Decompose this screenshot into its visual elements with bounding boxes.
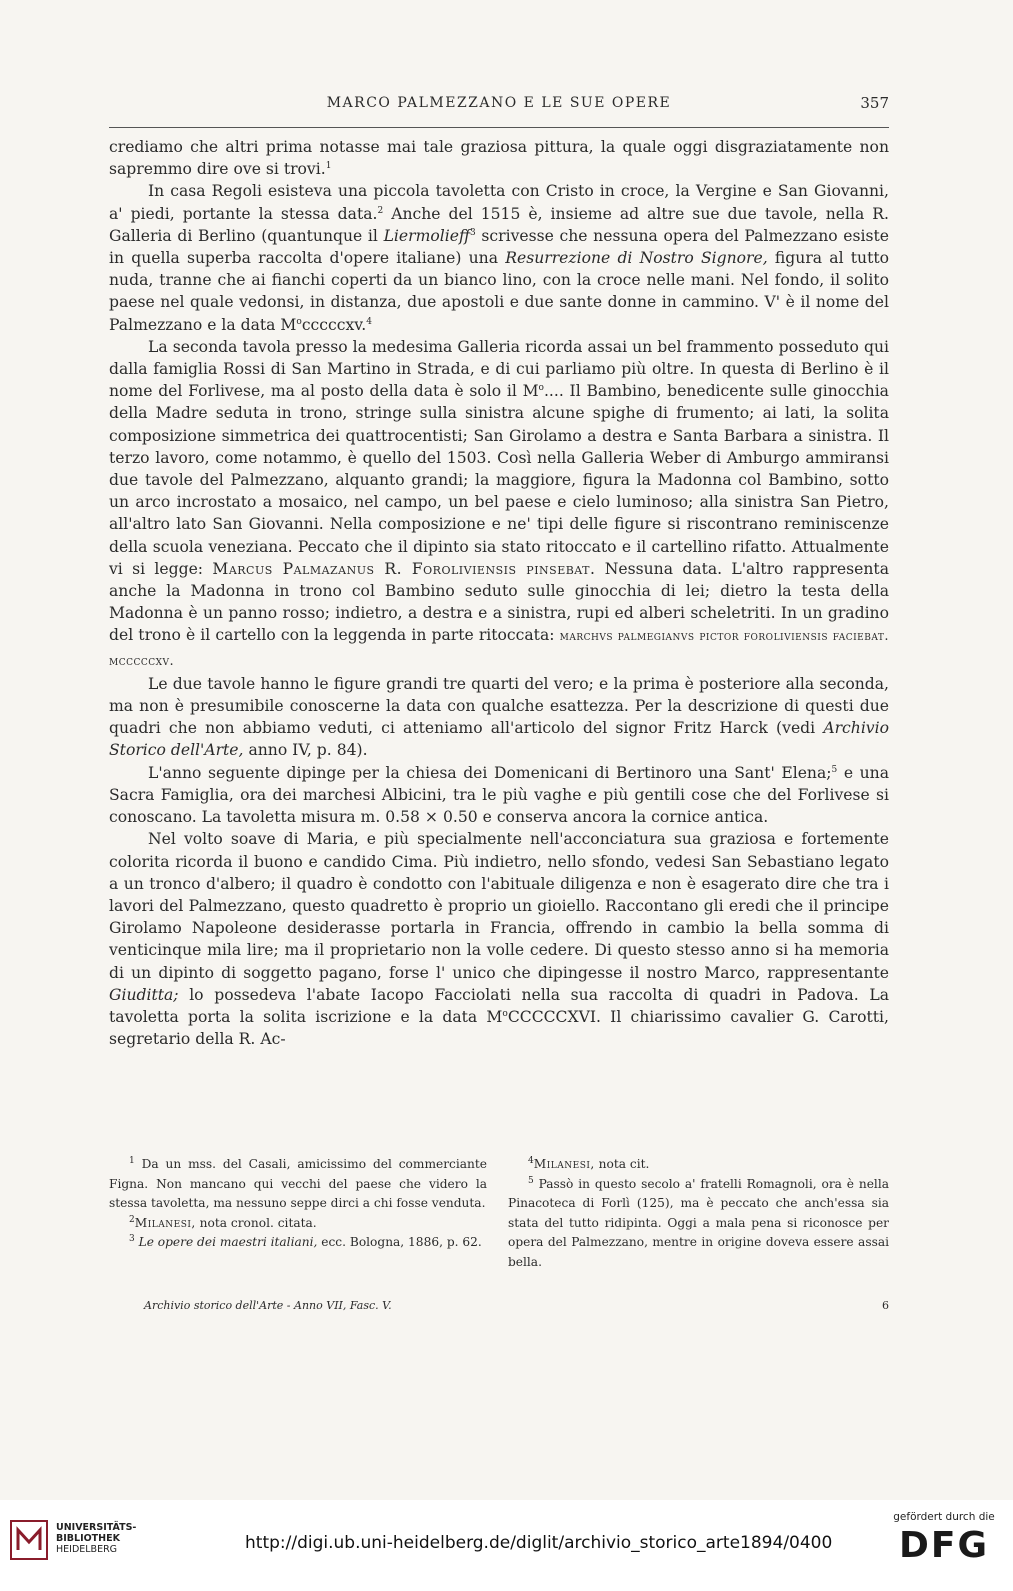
body-text	[109, 136, 889, 1050]
footnote-ref-5[interactable]: 5	[831, 764, 838, 775]
permalink[interactable]: http://digi.ub.uni-heidelberg.de/diglit/archivio_storico_arte1894/0400	[245, 1533, 833, 1553]
signature-number: 6	[882, 1299, 889, 1312]
paragraph-4: Le due tavole hanno le figure grandi tre quarti del vero; e la prima è posteriore alla seconda, ma non è presumibile conoscerne la data con qualche esattezza. Per la descrizione di questi due quadri che non abbiamo veduti, ci atteniamo all'articolo del signor Fritz Harck (vedi Archivio Storico dell'Arte, anno IV, p. 84).	[109, 674, 889, 760]
dfg-logo[interactable]: DFG	[898, 1525, 990, 1566]
inscription-2: marchvs palmegianvs pictor foroliviensis faciebat. mcccccxv.	[109, 629, 889, 669]
footnotes-right	[508, 1155, 889, 1273]
footnote-ref-2[interactable]: 2	[377, 205, 384, 216]
footnote-5: $^5$ Passò in questo secolo a' fratelli Romagnoli, ora è nella Pinacoteca di Forlì (125), ma è peccato che anch'essa sia stata del tutto ridipinta. Oggi a mala pena si riconosce per opera del Palmezzano, mentre in origine doveva essere assai bella.	[508, 1175, 889, 1269]
journal-signature: Archivio storico dell'Arte - Anno VII, Fasc. V.	[144, 1299, 392, 1312]
library-emblem-icon	[10, 1520, 48, 1560]
running-title: MARCO PALMEZZANO E LE SUE OPERE	[326, 95, 672, 111]
footnote-ref-3[interactable]: 3	[470, 227, 476, 238]
page-number: 357	[860, 94, 889, 112]
footnote-ref-1[interactable]: 1	[325, 161, 332, 172]
paragraph-1: crediamo che altri prima notasse mai tale graziosa pittura, la quale oggi disgraziatamente non sapremmo dire ove si trovi.$^1$	[109, 138, 889, 179]
library-name: UNIVERSITÄTS- BIBLIOTHEK HEIDELBERG	[56, 1522, 137, 1555]
inscription-1: Marcus Palmazanus R. Foroliviensis pinsebat.	[212, 559, 596, 578]
header-rule	[109, 127, 889, 128]
footnote-3: $^3$ Le opere dei maestri italiani, ecc. Bologna, 1886, p. 62.	[129, 1234, 482, 1250]
running-header	[109, 93, 889, 115]
footnote-2: $^2$Milanesi, nota cronol. citata.	[129, 1214, 317, 1230]
paragraph-2: In casa Regoli esisteva una piccola tavoletta con Cristo in croce, la Vergine e San Giovanni, a' piedi, portante la stessa data.$^2$ Anche del 1515 è, insieme ad altre sue due tavole, nella R. Galleria di Berlino (quantunque il Liermolieff$^3$ scrivesse che nessuna opera del Palmezzano esiste in quella superba raccolta d'opere italiane) una Resurrezione di Nostro Signore, figura al tutto nuda, tranne che ai fianchi coperti da un bianco lino, con la croce nelle mani. Nel fondo, il solito paese nel quale vedonsi, in distanza, due apostoli e due sante donne in cammino. V' è il nome del Palmezzano e la data $M^occcccxv.^4$	[109, 182, 890, 334]
footnote-1: $^1$ Da un mss. del Casali, amicissimo del commerciante Figna. Non mancano qui vecchi del paese che videro la stessa tavoletta, ma nessuno seppe dirci a chi fosse venduta.	[109, 1155, 487, 1211]
footnote-4: $^4$Milanesi, nota cit.	[528, 1155, 650, 1171]
footnotes-left	[109, 1155, 487, 1253]
paragraph-5: L'anno seguente dipinge per la chiesa dei Domenicani di Bertinoro una Sant' Elena;$^5$ e una Sacra Famiglia, ora dei marchesi Albicini, tra le più vaghe e più gentili cose che del Forlivese si conoscano. La tavoletta misura m. 0.58 × 0.50 e conserva ancora la cornice antica.	[109, 763, 889, 827]
funder-caption: gefördert durch die	[893, 1511, 995, 1523]
footnote-ref-4[interactable]: 4	[366, 316, 372, 327]
funder-block	[889, 1511, 999, 1581]
paragraph-3: La seconda tavola presso la medesima Galleria ricorda assai un bel frammento posseduto qui dalla famiglia Rossi di San Martino in Strada, e di cui parliamo più oltre. In questa di Berlino è il nome del Forlivese, ma al posto della data è solo il $M^o$.... Il Bambino, benedicente sulle ginocchia della Madre seduta in trono, stringe sulla sinistra alcune spighe di frumento; ai lati, la solita composizione simmetrica dei quattrocentisti; San Girolamo a destra e Santa Barbara a sinistra. Il terzo lavoro, come notammo, è quello del 1503. Così nella Galleria Weber di Amburgo ammiransi due tavole del Palmezzano, alquanto grandi; la maggiore, figura la Madonna col Bambino, sotto un arco incrostato a mosaico, nel campo, un bel paese e cielo luminoso; alla sinistra San Pietro, all'altro lato San Giovanni. Nella composizione e ne' tipi delle figure si riscontrano reminiscenze della scuola veneziana. Peccato che il dipinto sia stato ritoccato e il cartellino rifatto. Attualmente vi si legge: Marcus Palmazanus R. Foroliviensis pinsebat. Nessuna data. L'altro rappresenta anche la Madonna in trono col Bambino seduto sulle ginocchia di lei; dietro la testa della Madonna è un panno rosso; indietro, a destra e a sinistra, rupi ed alberi scheletriti. In un gradino del trono è il cartello con la leggenda in parte ritoccata: marchvs palmegianvs pictor foroliviensis faciebat. mcccccxv.	[109, 337, 889, 669]
library-logo[interactable]	[10, 1516, 160, 1568]
paragraph-6: Nel volto soave di Maria, e più specialmente nell'acconciatura sua graziosa e fortemente colorita ricorda il buono e candido Cima. Più indietro, nello sfondo, vedesi San Sebastiano legato a un tronco d'albero; il quadro è condotto con l'abituale diligenza e non è esagerato dire che tra i lavori del Palmezzano, questo quadretto è proprio un gioiello. Raccontano gli eredi che il principe Girolamo Napoleone desiderasse portarla in Francia, offrendo in cambio la bella somma di venticinque mila lire; ma il proprietario non la volle cedere. Di questo stesso anno si ha memoria di un dipinto di soggetto pagano, forse l' unico che dipingesse il nostro Marco, rappresentante Giuditta; lo possedeva l'abate Iacopo Facciolati nella sua raccolta di quadri in Padova. La tavoletta porta la solita iscrizione e la data $M^oCCCCCXVI$. Il chiarissimo cavalier G. Carotti, segretario della R. Ac-	[109, 830, 890, 1049]
